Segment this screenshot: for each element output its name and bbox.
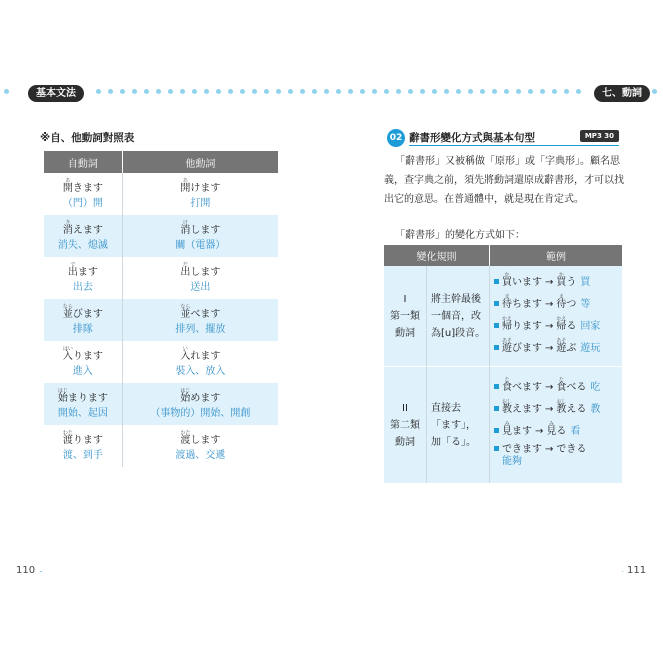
- verb-word: [123, 304, 278, 321]
- mp3-track-badge: MP3 30: [580, 130, 619, 142]
- verb-group-label: 動詞: [395, 327, 415, 339]
- conjugation-row: [384, 266, 622, 367]
- column-header-transitive: 他動詞: [122, 151, 278, 173]
- verb-meaning: （門）開: [62, 197, 103, 209]
- kana-ending: えます: [72, 224, 103, 236]
- example-item: [494, 272, 622, 294]
- verb-word: [44, 304, 122, 321]
- verb-pair-table: [44, 151, 278, 467]
- kana-ending: べます: [190, 308, 221, 320]
- conjugation-row: [384, 367, 622, 484]
- intransitive-cell: [44, 173, 122, 215]
- transitive-cell: [122, 257, 278, 299]
- kana-ending: る: [566, 321, 577, 332]
- verb-word: [123, 346, 278, 363]
- verb-word: [502, 294, 542, 310]
- verb-kanji: [62, 219, 73, 236]
- intransitive-cell: [44, 341, 122, 383]
- verb-word: [502, 421, 532, 437]
- transitive-cell: [122, 215, 278, 257]
- rule-text: 加「る」。: [431, 436, 476, 448]
- kanji: 待: [502, 299, 512, 310]
- kana-ending: つ: [566, 299, 577, 310]
- example-item: [494, 377, 622, 399]
- verb-kanji: [502, 399, 513, 415]
- kana-ending: ります: [512, 321, 542, 332]
- furigana: で: [67, 261, 78, 268]
- table-row: [44, 299, 278, 341]
- rule-text: 直接去: [431, 402, 461, 414]
- verb-kanji: [62, 345, 73, 362]
- verb-meaning: 開始、起因: [57, 407, 108, 419]
- verb-kanji: [556, 272, 567, 288]
- kanji: 消: [180, 224, 191, 236]
- furigana: かえ: [556, 316, 567, 322]
- verb-word: [123, 430, 278, 447]
- verb-meaning: 進入: [72, 365, 93, 377]
- bullet-square-icon: [494, 279, 499, 284]
- intransitive-cell: [44, 215, 122, 257]
- verb-group-label: 第二類: [390, 419, 420, 431]
- verb-kanji: [546, 421, 557, 437]
- table-row: [44, 383, 278, 425]
- verb-pair-table-title: ※自、他動詞對照表: [40, 132, 135, 144]
- transitive-cell: [122, 383, 278, 425]
- verb-kanji: [180, 429, 191, 446]
- furigana: た: [556, 377, 567, 383]
- verb-meaning: 關（電器）: [175, 239, 226, 251]
- verb-word: [556, 399, 587, 415]
- conjugation-table: [384, 245, 622, 483]
- verb-meaning: （事物的）開始、開創: [150, 407, 251, 419]
- kanji: 帰: [502, 321, 512, 332]
- intransitive-cell: [44, 257, 122, 299]
- verb-kanji: [502, 272, 512, 288]
- kanji: 出: [67, 266, 78, 278]
- kanji: 遊: [556, 343, 567, 354]
- furigana: か: [502, 272, 512, 278]
- kana-ending: できる: [556, 444, 587, 455]
- chapter-tab-left: 基本文法: [28, 85, 84, 102]
- transitive-cell: [122, 425, 278, 467]
- example-meaning: 看: [570, 426, 581, 437]
- verb-kanji: [556, 338, 567, 354]
- kanji: 開: [180, 182, 191, 194]
- furigana: おし: [502, 399, 513, 405]
- verb-word: [502, 316, 542, 332]
- verb-kanji: [67, 261, 78, 278]
- verb-meaning: 渡、到手: [62, 449, 103, 461]
- section-title: 辭書形變化方式與基本句型: [409, 132, 535, 144]
- verb-word: [44, 430, 122, 447]
- kana-ending: べます: [512, 382, 542, 393]
- rule-cell: [427, 367, 490, 484]
- verb-meaning: 送出: [190, 281, 211, 293]
- furigana: だ: [180, 261, 191, 268]
- verb-kanji: [180, 303, 191, 320]
- verb-group-label: I: [403, 293, 407, 305]
- verb-kanji: [556, 316, 567, 332]
- kana-ending: ます: [512, 426, 532, 437]
- furigana: わた: [180, 429, 191, 436]
- verb-group-cell: [384, 367, 427, 484]
- kanji: 買: [556, 277, 567, 288]
- example-meaning: 能夠: [502, 456, 522, 467]
- verb-meaning: 出去: [72, 281, 93, 293]
- kanji: 入: [62, 350, 73, 362]
- page-number-left: 110: [16, 565, 36, 576]
- furigana: み: [546, 421, 557, 427]
- furigana: あそ: [502, 338, 513, 344]
- furigana: あ: [62, 177, 73, 184]
- example-meaning: 等: [580, 299, 591, 310]
- verb-word: [556, 316, 577, 332]
- rule-cell: [427, 266, 490, 367]
- arrow-icon: →: [535, 426, 544, 437]
- kanji: 渡: [62, 434, 73, 446]
- verb-word: [502, 272, 542, 288]
- rule-text: 「ます」，: [431, 419, 476, 431]
- header-dots-right: [652, 89, 663, 99]
- kana-ending: きます: [72, 182, 103, 194]
- furigana: なら: [62, 303, 73, 310]
- arrow-icon: →: [545, 404, 554, 415]
- verb-word: [546, 421, 567, 437]
- intransitive-cell: [44, 299, 122, 341]
- verb-meaning: 裝入、放入: [175, 365, 226, 377]
- kanji: 開: [62, 182, 73, 194]
- bullet-square-icon: [494, 384, 499, 389]
- kana-ending: います: [512, 277, 542, 288]
- kana-ending: びます: [512, 343, 542, 354]
- footer-rule-left: [40, 571, 42, 572]
- kanji: 並: [180, 308, 191, 320]
- furigana: あ: [180, 177, 191, 184]
- kana-ending: できます: [502, 444, 542, 455]
- furigana: おし: [556, 399, 567, 405]
- transitive-cell: [122, 341, 278, 383]
- furigana: い: [180, 345, 191, 352]
- kanji: 帰: [556, 321, 567, 332]
- arrow-icon: →: [545, 382, 554, 393]
- conjugation-rows: [384, 266, 622, 483]
- rule-text: 一個音，改: [431, 310, 481, 322]
- header-dots-left: [4, 89, 26, 99]
- column-header-rule: 變化規則: [384, 245, 490, 266]
- kana-ending: ります: [72, 434, 103, 446]
- table-row: [44, 215, 278, 257]
- verb-word: [502, 338, 542, 354]
- kanji: 待: [556, 299, 567, 310]
- kanji: 並: [62, 308, 73, 320]
- kanji: 出: [180, 266, 191, 278]
- intransitive-cell: [44, 383, 122, 425]
- furigana: ま: [502, 294, 512, 300]
- verb-kanji: [62, 429, 73, 446]
- section-header: [387, 129, 619, 147]
- verb-kanji: [180, 219, 191, 236]
- verb-kanji: [62, 177, 73, 194]
- example-meaning: 遊玩: [580, 343, 601, 354]
- section-underline: [409, 145, 619, 146]
- verb-word: [556, 294, 577, 310]
- verb-word: [556, 338, 577, 354]
- kana-ending: えます: [512, 404, 542, 415]
- column-header-intransitive: 自動詞: [44, 151, 122, 173]
- kanji: 教: [502, 404, 512, 415]
- table-row: [44, 425, 278, 467]
- verb-meaning: 排隊: [72, 323, 93, 335]
- kana-ending: べる: [566, 382, 587, 393]
- kana-ending: します: [190, 434, 221, 446]
- page-number-right: 111: [627, 565, 647, 576]
- header-dots-main: [96, 89, 592, 99]
- bullet-square-icon: [494, 345, 499, 350]
- furigana: た: [502, 377, 512, 383]
- kana-ending: します: [190, 266, 221, 278]
- verb-word: [44, 388, 122, 405]
- bullet-square-icon: [494, 406, 499, 411]
- verb-word: [556, 444, 586, 455]
- example-item: [494, 443, 622, 473]
- bullet-square-icon: [494, 446, 499, 451]
- verb-kanji: [180, 261, 191, 278]
- furigana: き: [62, 219, 73, 226]
- verb-kanji: [180, 387, 191, 404]
- bullet-square-icon: [494, 301, 499, 306]
- furigana: ま: [556, 294, 567, 300]
- furigana: か: [556, 272, 567, 278]
- verb-kanji: [180, 345, 191, 362]
- kana-ending: けます: [190, 182, 221, 194]
- verb-word: [44, 346, 122, 363]
- example-item: [494, 294, 622, 316]
- kanji: 遊: [502, 343, 512, 354]
- example-cell: [490, 266, 623, 367]
- kana-ending: ます: [77, 266, 98, 278]
- verb-meaning: 打開: [190, 197, 211, 209]
- table-row: [44, 257, 278, 299]
- verb-word: [44, 262, 122, 279]
- verb-group-label: 第一類: [390, 310, 420, 322]
- verb-kanji: [502, 338, 513, 354]
- verb-pair-rows: [44, 173, 278, 467]
- transitive-cell: [122, 173, 278, 215]
- verb-word: [123, 262, 278, 279]
- verb-meaning: 渡過、交遞: [175, 449, 226, 461]
- example-item: [494, 316, 622, 338]
- kana-ending: めます: [190, 392, 221, 404]
- kana-ending: びます: [72, 308, 103, 320]
- verb-kanji: [502, 377, 512, 393]
- verb-kanji: [502, 294, 512, 310]
- verb-group-label: II: [402, 402, 408, 414]
- example-item: [494, 399, 622, 421]
- kanji: 見: [502, 426, 512, 437]
- kanji: 食: [556, 382, 567, 393]
- verb-kanji: [57, 387, 68, 404]
- kanji: 入: [180, 350, 191, 362]
- footer-rule-right: [622, 571, 623, 572]
- bullet-square-icon: [494, 428, 499, 433]
- example-meaning: 教: [590, 404, 601, 415]
- arrow-icon: →: [545, 444, 554, 455]
- rule-text: 為[u]段音。: [431, 327, 486, 339]
- intransitive-cell: [44, 425, 122, 467]
- kanji: 見: [546, 426, 557, 437]
- furigana: はい: [62, 345, 73, 352]
- arrow-icon: →: [545, 299, 554, 310]
- verb-group-label: 動詞: [395, 436, 415, 448]
- verb-kanji: [62, 303, 73, 320]
- verb-meaning: 消失、熄滅: [57, 239, 108, 251]
- verb-word: [502, 399, 542, 415]
- arrow-icon: →: [545, 343, 554, 354]
- kanji: 消: [62, 224, 73, 236]
- furigana: け: [180, 219, 191, 226]
- verb-word: [502, 444, 542, 455]
- table-row: [44, 173, 278, 215]
- verb-kanji: [556, 377, 567, 393]
- furigana: なら: [180, 303, 191, 310]
- verb-word: [502, 377, 542, 393]
- example-meaning: 吃: [590, 382, 601, 393]
- example-meaning: 買: [580, 277, 591, 288]
- verb-kanji: [556, 399, 567, 415]
- furigana: かえ: [502, 316, 513, 322]
- verb-word: [556, 272, 577, 288]
- furigana: はじ: [180, 387, 191, 394]
- transitive-cell: [122, 299, 278, 341]
- verb-word: [123, 178, 278, 195]
- table-row: [44, 341, 278, 383]
- kanji: 買: [502, 277, 512, 288]
- column-header-example: 範例: [490, 245, 623, 266]
- bullet-square-icon: [494, 323, 499, 328]
- kana-ending: ります: [72, 350, 103, 362]
- kana-ending: まります: [67, 392, 108, 404]
- rule-text: 將主幹最後: [431, 293, 481, 305]
- verb-kanji: [502, 421, 512, 437]
- arrow-icon: →: [545, 277, 554, 288]
- kana-ending: ちます: [512, 299, 542, 310]
- arrow-icon: →: [545, 321, 554, 332]
- kanji: 渡: [180, 434, 191, 446]
- example-item: [494, 338, 622, 360]
- example-meaning: 回家: [580, 321, 601, 332]
- furigana: み: [502, 421, 512, 427]
- verb-kanji: [556, 294, 567, 310]
- kanji: 教: [556, 404, 567, 415]
- furigana: あそ: [556, 338, 567, 344]
- verb-word: [44, 220, 122, 237]
- verb-word: [123, 388, 278, 405]
- intro-paragraph: 「辭書形」又被稱做「原形」或「字典形」。顧名思義，查字典之前，須先將動詞還原成辭書形，才可以找出它的意思。在普通體中，就是現在肯定式。: [384, 156, 624, 205]
- kana-ending: る: [556, 426, 567, 437]
- intro-paragraph-2: 「辭書形」的變化方式如下：: [395, 230, 525, 241]
- kanji: 始: [180, 392, 191, 404]
- kana-ending: う: [566, 277, 577, 288]
- furigana: わた: [62, 429, 73, 436]
- section-number-badge: 02: [387, 129, 405, 147]
- furigana: はじ: [57, 387, 68, 394]
- verb-word: [556, 377, 587, 393]
- kana-ending: ぶ: [566, 343, 577, 354]
- kanji: 始: [57, 392, 68, 404]
- verb-group-cell: [384, 266, 427, 367]
- kana-ending: します: [190, 224, 221, 236]
- verb-word: [44, 178, 122, 195]
- example-item: [494, 421, 622, 443]
- verb-word: [123, 220, 278, 237]
- kana-ending: える: [566, 404, 587, 415]
- verb-kanji: [502, 316, 513, 332]
- kana-ending: れます: [190, 350, 221, 362]
- verb-meaning: 排列、擺放: [175, 323, 226, 335]
- kanji: 食: [502, 382, 512, 393]
- verb-kanji: [180, 177, 191, 194]
- example-cell: [490, 367, 623, 484]
- chapter-tab-right: 七、動詞: [594, 85, 650, 102]
